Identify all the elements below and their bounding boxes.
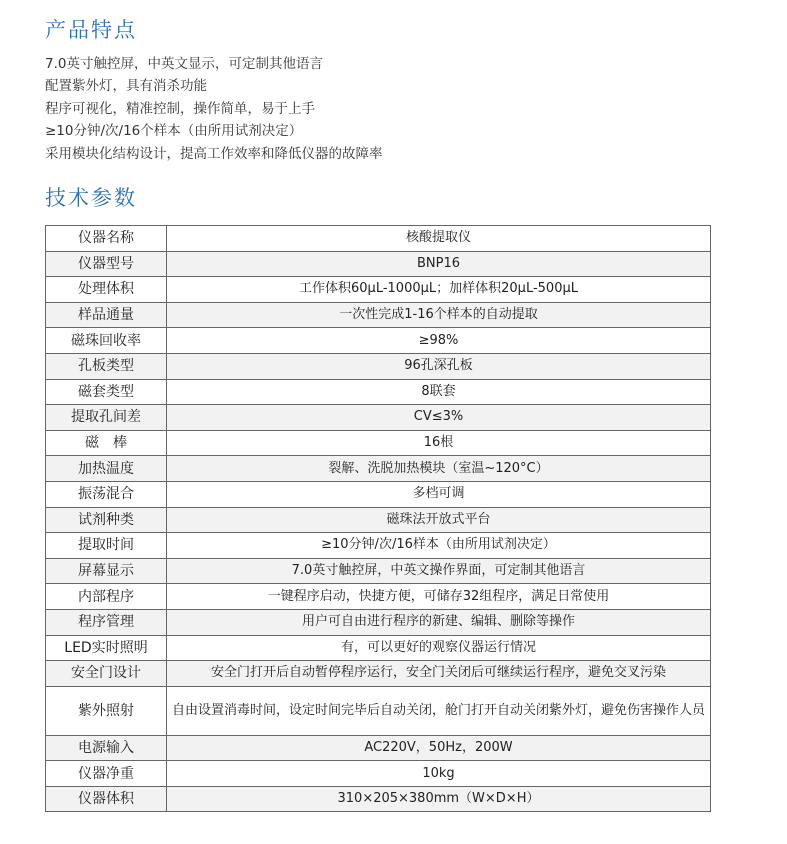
spec-label: 磁珠回收率 <box>46 328 167 354</box>
spec-label: 程序管理 <box>46 609 167 635</box>
feature-item: 程序可视化，精准控制，操作简单，易于上手 <box>45 100 315 117</box>
spec-value: ≥98% <box>167 328 711 354</box>
table-row <box>46 609 711 635</box>
spec-value: BNP16 <box>167 251 711 277</box>
spec-label: 处理体积 <box>46 277 167 303</box>
table-row <box>46 430 711 456</box>
spec-value: 磁珠法开放式平台 <box>167 507 711 533</box>
spec-value: 10kg <box>167 761 711 787</box>
table-row <box>46 251 711 277</box>
spec-value: 8联套 <box>167 379 711 405</box>
spec-label: 仪器净重 <box>46 761 167 787</box>
spec-value: 裂解、洗脱加热模块（室温~120°C） <box>167 456 711 482</box>
spec-label: 磁 棒 <box>46 430 167 456</box>
table-row <box>46 533 711 559</box>
spec-label: 屏幕显示 <box>46 558 167 584</box>
table-row <box>46 735 711 761</box>
spec-label: 磁套类型 <box>46 379 167 405</box>
spec-label: 提取孔间差 <box>46 405 167 431</box>
feature-item: ≥10分钟/次/16个样本（由所用试剂决定） <box>45 123 303 140</box>
table-row <box>46 481 711 507</box>
table-row <box>46 379 711 405</box>
specs-table <box>45 225 711 812</box>
spec-label: 紫外照射 <box>46 686 167 735</box>
table-row <box>46 328 711 354</box>
spec-label: 孔板类型 <box>46 353 167 379</box>
spec-value: CV≤3% <box>167 405 711 431</box>
spec-label: 仪器体积 <box>46 786 167 812</box>
spec-value: 安全门打开后自动暂停程序运行，安全门关闭后可继续运行程序，避免交叉污染 <box>167 661 711 687</box>
spec-value: 一次性完成1-16个样本的自动提取 <box>167 302 711 328</box>
feature-item: 采用模块化结构设计，提高工作效率和降低仪器的故障率 <box>45 145 383 162</box>
table-row <box>46 761 711 787</box>
spec-value: 一键程序启动，快捷方便，可储存32组程序，满足日常使用 <box>167 584 711 610</box>
spec-value: 96孔深孔板 <box>167 353 711 379</box>
feature-item: 7.0英寸触控屏，中英文显示，可定制其他语言 <box>45 56 323 72</box>
spec-label: 加热温度 <box>46 456 167 482</box>
table-row <box>46 686 711 735</box>
table-row <box>46 277 711 303</box>
spec-label: 仪器名称 <box>46 226 167 252</box>
table-row <box>46 661 711 687</box>
specs-title: 技术参数 <box>45 186 137 210</box>
spec-label: 试剂种类 <box>46 507 167 533</box>
spec-value: 自由设置消毒时间，设定时间完毕后自动关闭，舱门打开自动关闭紫外灯，避免伤害操作人员 <box>167 686 711 735</box>
features-list <box>45 53 383 165</box>
spec-value: 有，可以更好的观察仪器运行情况 <box>167 635 711 661</box>
table-row <box>46 226 711 252</box>
table-row <box>46 786 711 812</box>
spec-value: ≥10分钟/次/16样本（由所用试剂决定） <box>167 533 711 559</box>
spec-value: AC220V，50Hz，200W <box>167 735 711 761</box>
spec-value: 16根 <box>167 430 711 456</box>
table-row <box>46 558 711 584</box>
table-row <box>46 584 711 610</box>
spec-value: 核酸提取仪 <box>167 226 711 252</box>
table-row <box>46 456 711 482</box>
spec-value: 用户可自由进行程序的新建、编辑、删除等操作 <box>167 609 711 635</box>
spec-label: 样品通量 <box>46 302 167 328</box>
spec-label: 振荡混合 <box>46 481 167 507</box>
table-row <box>46 353 711 379</box>
spec-label: LED实时照明 <box>46 635 167 661</box>
spec-value: 多档可调 <box>167 481 711 507</box>
spec-value: 7.0英寸触控屏，中英文操作界面，可定制其他语言 <box>167 558 711 584</box>
table-row <box>46 507 711 533</box>
spec-label: 仪器型号 <box>46 251 167 277</box>
spec-value: 工作体积60μL-1000μL；加样体积20μL-500μL <box>167 277 711 303</box>
table-row <box>46 635 711 661</box>
features-title: 产品特点 <box>45 18 137 42</box>
table-row <box>46 405 711 431</box>
spec-value: 310×205×380mm（W×D×H） <box>167 786 711 812</box>
spec-label: 提取时间 <box>46 533 167 559</box>
spec-label: 内部程序 <box>46 584 167 610</box>
spec-label: 电源输入 <box>46 735 167 761</box>
table-row <box>46 302 711 328</box>
feature-item: 配置紫外灯，具有消杀功能 <box>45 78 207 95</box>
spec-label: 安全门设计 <box>46 661 167 687</box>
